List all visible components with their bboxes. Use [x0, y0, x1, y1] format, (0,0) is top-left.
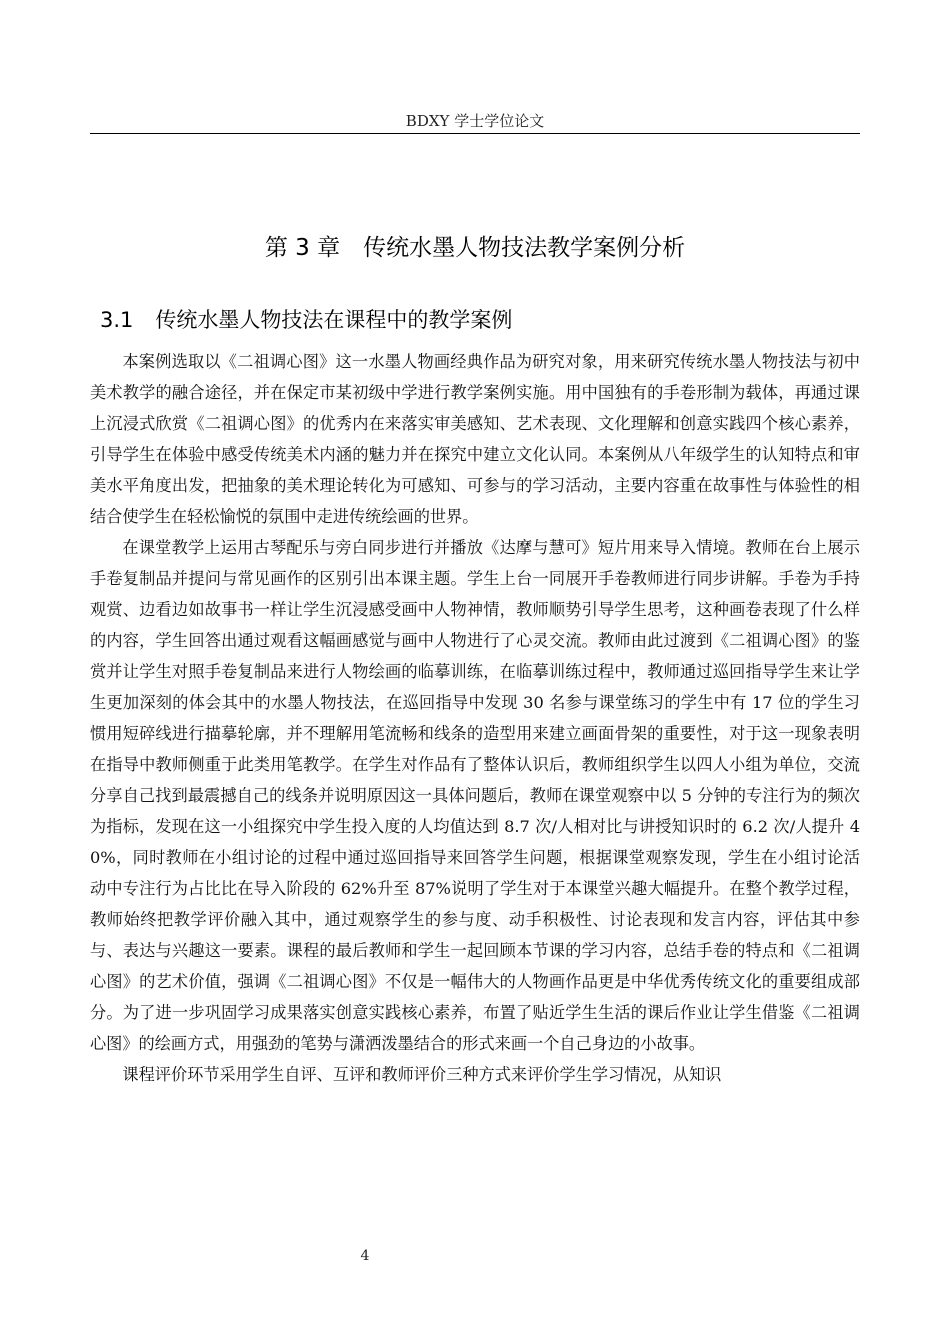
paragraph: 本案例选取以《二祖调心图》这一水墨人物画经典作品为研究对象，用来研究传统水墨人物技法与初中美术教学的融合途径，并在保定市某初级中学进行教学案例实施。用中国独有的手卷形制为载体，再通过课上沉浸式欣赏《二祖调心图》的优秀内在来落实审美感知、艺术表现、文化理解和创意实践四个核心素养，引导学生在体验中感受传统美术内涵的魅力并在探究中建立文化认同。本案例从八年级学生的认知特点和审美水平角度出发，把抽象的美术理论转化为可感知、可参与的学习活动，主要内容重在故事性与体验性的相结合使学生在轻松愉悦的氛围中走进传统绘画的世界。	[90, 352, 860, 526]
paragraph: 在课堂教学上运用古琴配乐与旁白同步进行并播放《达摩与慧可》短片用来导入情境。教师在台上展示手卷复制品并提问与常见画作的区别引出本课主题。学生上台一同展开手卷教师进行同步讲解。手卷为手持观赏、边看边如故事书一样让学生沉浸感受画中人物神情，教师顺势引导学生思考，这种画卷表现了什么样的内容，学生回答出通过观看这幅画感觉与画中人物进行了心灵交流。教师由此过渡到《二祖调心图》的鉴赏并让学生对照手卷复制品来进行人物绘画的临摹训练，在临摹训练过程中，教师通过巡回指导学生来让学生更加深刻的体会其中的水墨人物技法，在巡回指导中发现 30 名参与课堂练习的学生中有 17 位的学生习惯用短碎线进行描摹轮廓，并不理解用笔流畅和线条的造型用来建立画面骨架的重要性，对于这一现象表明在指导中教师侧重于此类用笔教学。在学生对作品有了整体认识后，教师组织学生以四人小组为单位，交流分享自己找到最震撼自己的线条并说明原因这一具体问题后，教师在课堂观察中以 5 分钟的专注行为的频次为指标，发现在这一小组探究中学生投入度的人均值达到 8.7 次/人相对比与讲授知识时的 6.2 次/人提升 40%，同时教师在小组讨论的过程中通过巡回指导来回答学生问题，根据课堂观察发现，学生在小组讨论活动中专注行为占比比在导入阶段的 62%升至 87%说明了学生对于本课堂兴趣大幅提升。在整个教学过程，教师始终把教学评价融入其中，通过观察学生的参与度、动手积极性、讨论表现和发言内容，评估其中参与、表达与兴趣这一要素。课程的最后教师和学生一起回顾本节课的学习内容，总结手卷的特点和《二祖调心图》的艺术价值，强调《二祖调心图》不仅是一幅伟大的人物画作品更是中华优秀传统文化的重要组成部分。为了进一步巩固学习成果落实创意实践核心素养，布置了贴近学生生活的课后作业让学生借鉴《二祖调心图》的绘画方式，用强劲的笔势与潇洒泼墨结合的形式来画一个自己身边的小故事。	[90, 538, 860, 1053]
section-heading	[100, 304, 512, 336]
page-number: 4	[360, 1248, 370, 1264]
header-rule	[90, 133, 860, 134]
section-title: 传统水墨人物技法在课程中的教学案例	[155, 308, 513, 332]
chapter-title: 第 3 章 传统水墨人物技法教学案例分析	[264, 235, 686, 261]
running-header: BDXY 学士学位论文	[405, 112, 545, 130]
body-text	[90, 346, 860, 1090]
section-number: 3.1	[100, 308, 134, 332]
paragraph: 课程评价环节采用学生自评、互评和教师评价三种方式来评价学生学习情况，从知识	[122, 1065, 722, 1084]
